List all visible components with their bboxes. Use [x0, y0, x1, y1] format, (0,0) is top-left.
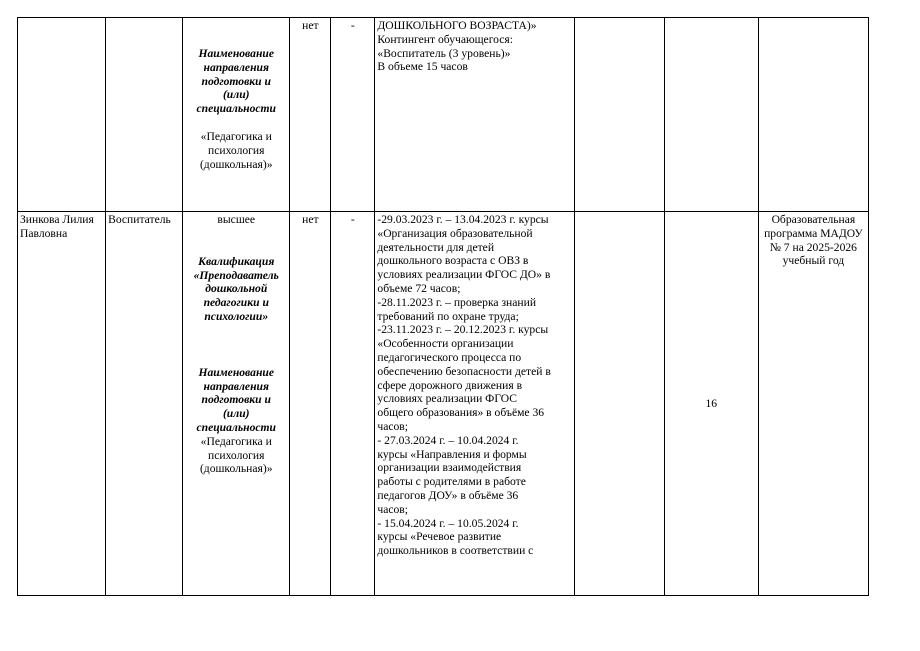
courses-cell: ДОШКОЛЬНОГО ВОЗРАСТА)» Контингент обучающегося: «Воспитатель (3 уровень)» В объеме 15 часов: [375, 18, 574, 212]
program-cell: Образовательная программа МАДОУ № 7 на 2025-2026 учебный год: [758, 212, 868, 596]
table-row: [18, 212, 869, 596]
academic-degree-cell: нет: [290, 212, 331, 596]
experience-cell: 16: [664, 212, 758, 596]
empty-cell: [574, 212, 664, 596]
table-row: [18, 18, 869, 212]
position-cell: [106, 18, 183, 212]
academic-title-cell: -: [331, 18, 375, 212]
name-cell: Зинкова Лилия Павловна: [18, 212, 106, 596]
specialty-value: «Педагогика и психология (дошкольная)»: [199, 129, 273, 171]
academic-degree-cell: нет: [290, 18, 331, 212]
specialty-value: «Педагогика и психология (дошкольная)»: [199, 434, 273, 476]
courses-cell: -29.03.2023 г. – 13.04.2023 г. курсы «Организация образовательной деятельности для детей дошкольного возраста с ОВЗ в условиях реализации ФГОС ДО» в объеме 72 часов; -28.11.2023 г. – проверка знаний требований по охране труда; -23.11.2023 г. – 20.12.2023 г. курсы «Особенности организации педагогического процесса по обеспечению безопасности детей в сфере дорожного движения в условиях реализации ФГОС общего образования» в объёме 36 часов; - 27.03.2024 г. – 10.04.2024 г. курсы «Направления и формы организации взаимодействия работы с родителями в работе педагогов ДОУ» в объёме 36 часов; - 15.04.2024 г. – 10.05.2024 г. курсы «Речевое развитие дошкольников в соответствии с: [375, 212, 574, 596]
empty-cell: [574, 18, 664, 212]
qualification-text: Квалификация «Преподаватель дошкольной педагогики и психологии»: [193, 254, 279, 323]
position-cell: Воспитатель: [106, 212, 183, 596]
specialty-heading: Наименование направления подготовки и (или) специальности: [196, 365, 276, 434]
name-cell: [18, 18, 106, 212]
education-level: высшее: [217, 213, 256, 226]
education-cell: [183, 18, 290, 212]
specialty-heading: Наименование направления подготовки и (или) специальности: [196, 47, 276, 116]
program-cell: [758, 18, 868, 212]
education-cell: [183, 212, 290, 596]
staff-table: [17, 17, 869, 596]
academic-title-cell: -: [331, 212, 375, 596]
experience-cell: [664, 18, 758, 212]
